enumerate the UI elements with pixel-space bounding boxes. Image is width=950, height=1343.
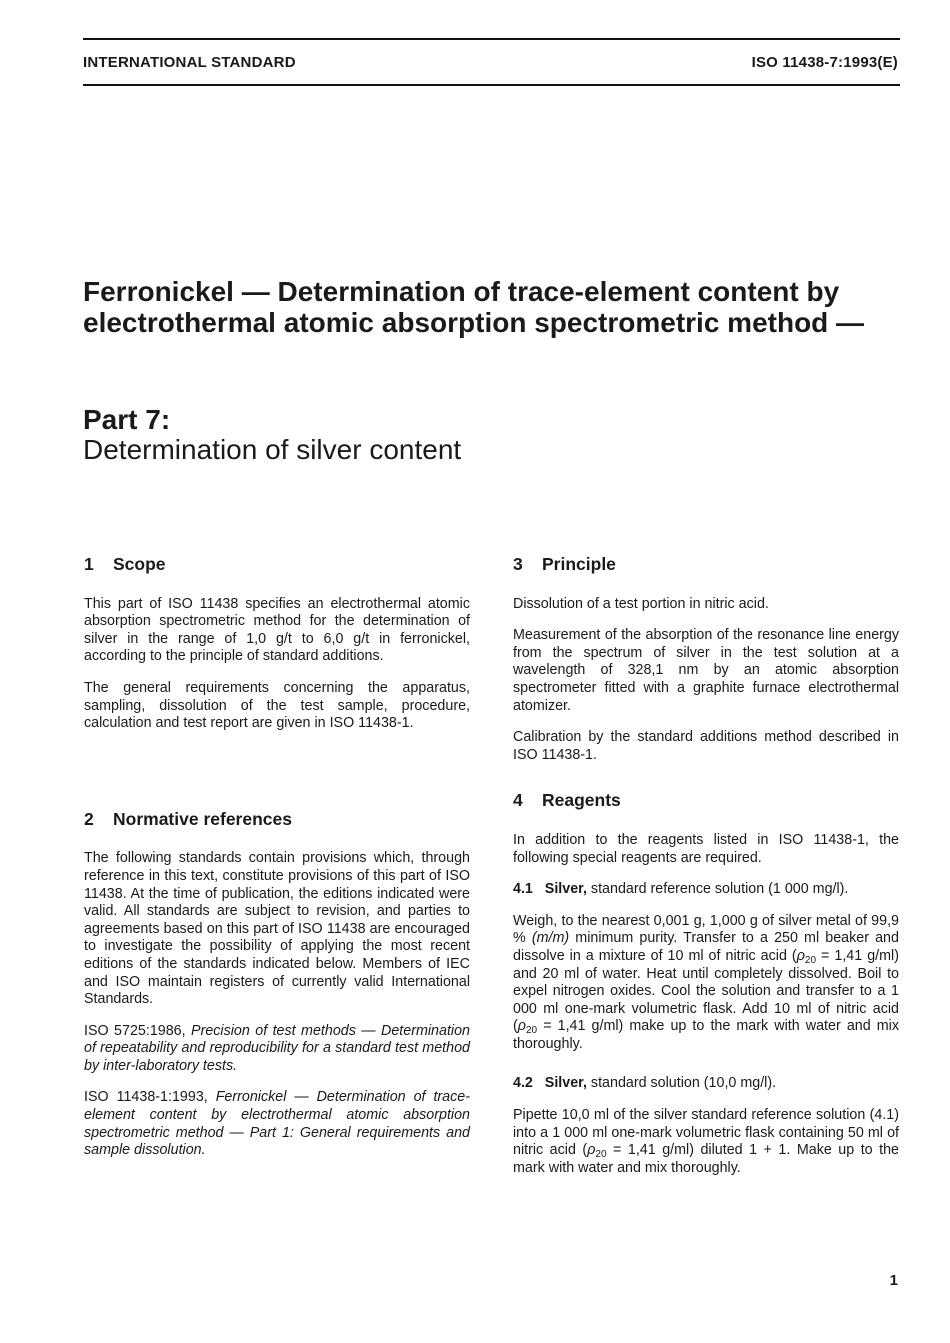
density-subscript: 20 <box>804 954 817 966</box>
section-number: 4 <box>513 790 523 811</box>
reference-iso-11438-1 <box>84 1089 470 1159</box>
section-heading-scope <box>84 556 470 574</box>
subsection-name: Silver, <box>544 881 587 898</box>
header-top-rule <box>83 38 900 40</box>
silver-standard-solution-procedure <box>513 1107 899 1177</box>
subsection-description: standard solution (10,0 mg/l). <box>590 1075 777 1092</box>
subsection-description: standard reference solution (1 000 mg/l). <box>590 881 849 898</box>
section-title: Principle <box>542 554 616 574</box>
density-symbol: ρ <box>517 1018 526 1035</box>
section-heading-reagents <box>513 792 899 810</box>
section-heading-normative-references <box>84 808 470 829</box>
reference-title: Ferronickel — Determination of trace-element content by electrothermal atomic absorption spectrometric method — Part 1: General requirements and sample dissolution. <box>84 1089 470 1159</box>
subsection-name: Silver, <box>544 1075 587 1092</box>
reference-title: Precision of test methods — Determination of repeatability and reproducibility for a standard test method by inter-laboratory tests. <box>84 1022 471 1074</box>
density-subscript: 20 <box>595 1149 607 1161</box>
text-run: Weigh, to the nearest 0,001 g, 1,000 g of silver metal of 99,9 % <box>513 912 899 947</box>
section-number: 3 <box>513 554 523 574</box>
header-document-type: INTERNATIONAL STANDARD <box>83 54 296 71</box>
subsection-heading-4-2 <box>513 1075 899 1093</box>
principle-paragraph-2: Measurement of the absorption of the resonance line energy from the spectrum of silver in the test solution at a wavelength of 328,1 nm by an atomic absorption spectrometer fitted with a graphite furnace electrothermal atomizer. <box>513 627 899 714</box>
density-symbol: ρ <box>796 947 805 964</box>
principle-paragraph-1: Dissolution of a test portion in nitric acid. <box>513 595 769 612</box>
section-number: 2 <box>84 808 94 829</box>
reagents-paragraph: In addition to the reagents listed in ISO 11438-1, the following special reagents are required. <box>513 831 899 866</box>
section-title: Scope <box>113 554 166 574</box>
text-run: = 1,41 g/ml) diluted 1 + 1. Make up to the mark with water and mix thoroughly. <box>513 1142 900 1176</box>
subsection-heading-4-1 <box>513 881 899 899</box>
scope-paragraph-1: This part of ISO 11438 specifies an electrothermal atomic absorption spectrometric method for the determination of silver in the range of 1,0 g/t to 6,0 g/t in ferronickel, according to the principle of standard additions. <box>84 595 470 665</box>
reference-iso-5725 <box>84 1023 470 1076</box>
section-heading-principle <box>513 556 899 574</box>
normative-paragraph: The following standards contain provisions which, through reference in this text, constitute provisions of this part of ISO 11438. At the time of publication, the editions indicated were valid. All standards are subject to revision, and parties to agreements based on this part of ISO 11438 are encouraged to investigate the possibility of applying the most recent editions of the standards indicated below. Members of IEC and ISO maintain registers of currently valid International Standards. <box>84 850 470 1008</box>
section-title: Normative references <box>113 808 292 829</box>
page-number: 1 <box>889 1272 898 1289</box>
density-symbol: ρ <box>587 1142 596 1159</box>
header-standard-number: ISO 11438-7:1993(E) <box>751 54 898 71</box>
document-title: Ferronickel — Determination of trace-element content by electrothermal atomic absorption spectrometric method — <box>83 276 865 338</box>
subsection-number: 4.2 <box>513 1075 533 1092</box>
part-label: Part 7: <box>83 404 171 435</box>
section-title: Reagents <box>542 790 621 811</box>
mass-fraction-notation: (m/m) <box>531 930 570 947</box>
text-run: = 1,41 g/ml) make up to the mark with water and mix thoroughly. <box>513 1018 899 1052</box>
silver-reference-solution-procedure <box>513 913 899 1054</box>
text-run: minimum purity. Transfer to a 250 ml beaker and dissolve in a mixture of 10 ml of nitric acid ( <box>513 930 899 964</box>
density-subscript: 20 <box>525 1025 538 1037</box>
subsection-number: 4.1 <box>513 881 533 898</box>
principle-paragraph-3: Calibration by the standard additions method described in ISO 11438-1. <box>513 729 899 763</box>
text-run: = 1,41 g/ml) and 20 ml of water. Heat until completely dissolved. Boil to expel nitrogen oxides. Cool the solution and transfer to a 1 000 ml one-mark volumetric flask. Add 10 ml of nitric acid ( <box>513 947 899 1035</box>
left-column <box>84 556 470 1174</box>
part-title: Determination of silver content <box>83 434 462 465</box>
scope-paragraph-2: The general requirements concerning the apparatus, sampling, dissolution of the test sample, procedure, calculation and test report are given in ISO 11438-1. <box>84 679 470 732</box>
reference-code: ISO 5725:1986, <box>84 1022 186 1039</box>
section-number: 1 <box>84 554 94 574</box>
reference-code: ISO 11438-1:1993, <box>84 1089 208 1106</box>
header-bottom-rule <box>83 84 900 86</box>
right-column <box>513 556 899 1191</box>
text-run: Pipette 10,0 ml of the silver standard reference solution (4.1) into a 1 000 ml one-mark volumetric flask containing 50 ml of nitric acid ( <box>513 1107 899 1159</box>
